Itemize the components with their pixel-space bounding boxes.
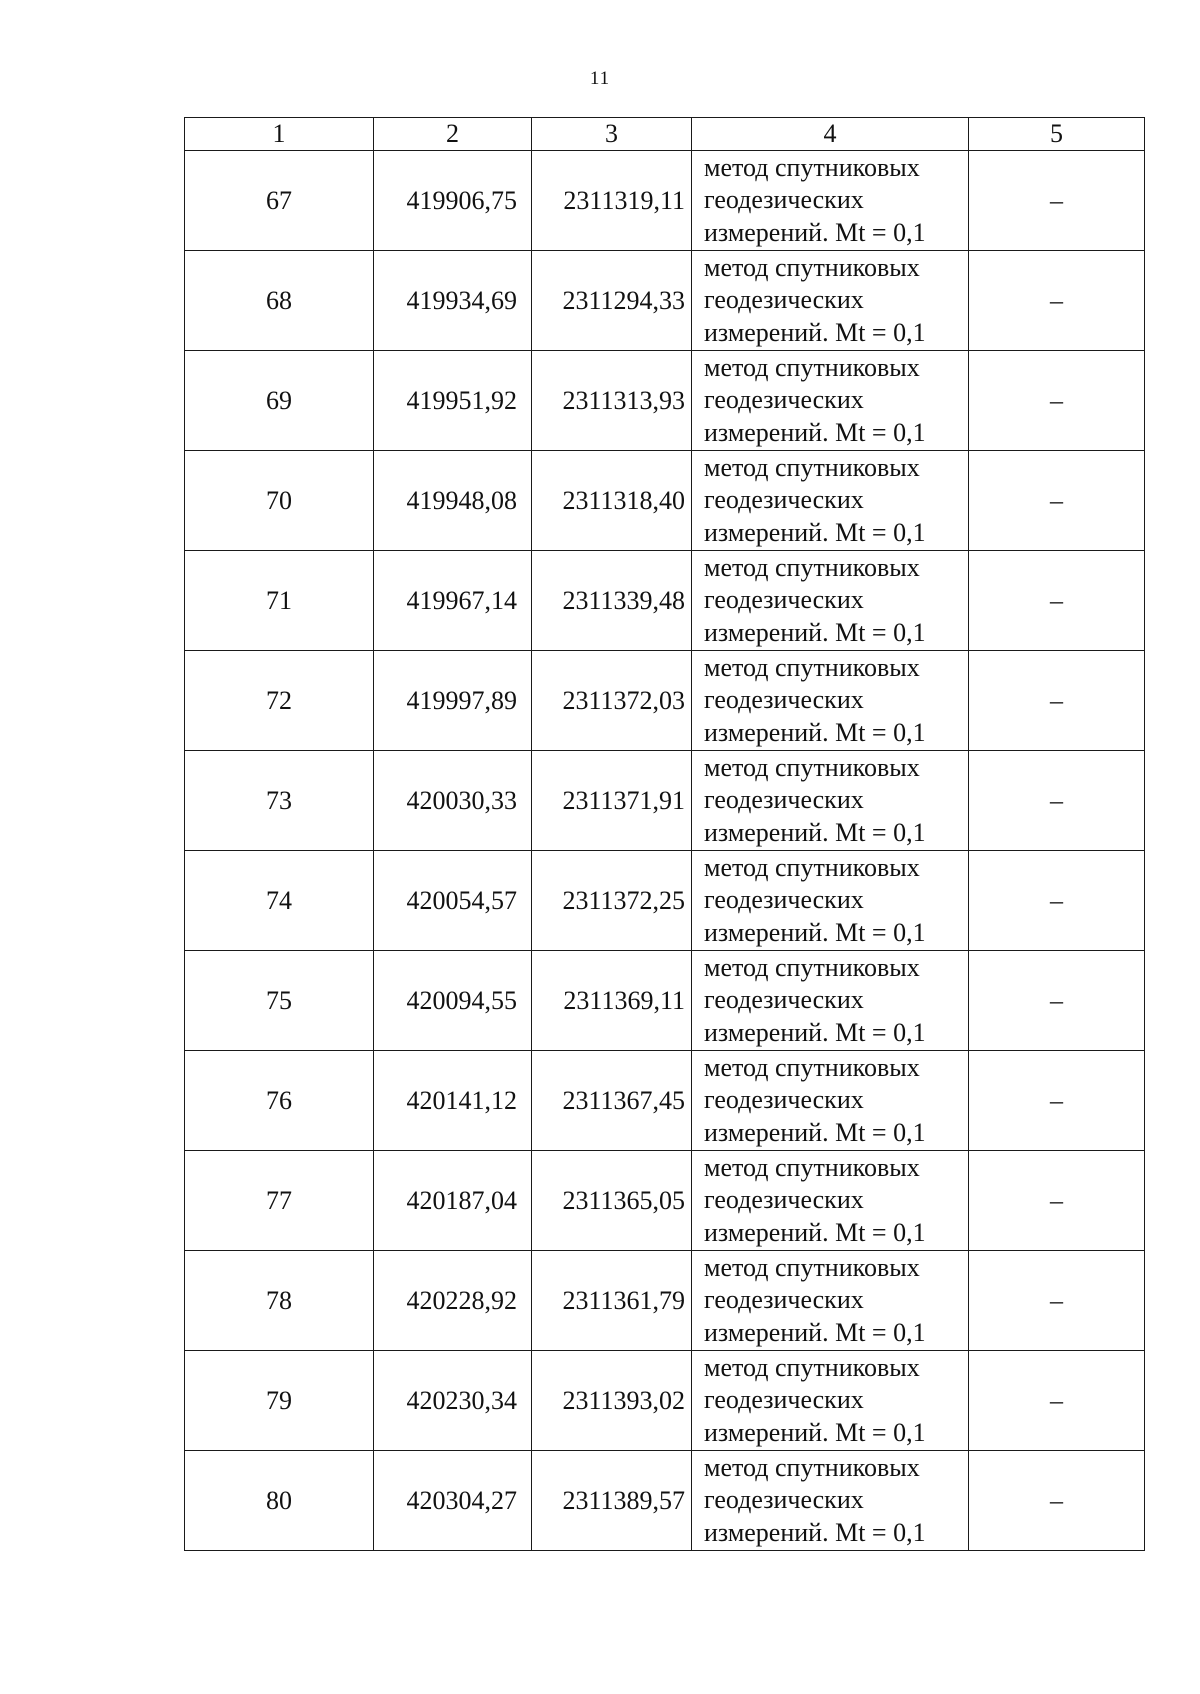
x-coordinate-cell: 419934,69 [374,251,532,351]
x-coordinate-cell: 420228,92 [374,1251,532,1351]
x-coordinate-cell: 419948,08 [374,451,532,551]
note-cell: – [969,1351,1145,1451]
method-line: измерений. Mt = 0,1 [704,1217,926,1247]
point-number-cell: 68 [185,251,374,351]
header-row [185,118,1145,151]
method-line: геодезических [704,1285,864,1315]
table-row [185,1251,1145,1351]
y-coordinate-cell: 2311372,25 [532,851,692,951]
method-line: метод спутниковых [704,152,920,182]
x-coordinate-cell: 419951,92 [374,351,532,451]
method-line: геодезических [704,1485,864,1515]
method-line: измерений. Mt = 0,1 [704,1317,926,1347]
method-cell [692,951,969,1051]
method-cell [692,751,969,851]
method-line: метод спутниковых [704,652,920,682]
x-coordinate-cell: 419997,89 [374,651,532,751]
method-line: измерений. Mt = 0,1 [704,1517,926,1547]
note-cell: – [969,1451,1145,1551]
y-coordinate-cell: 2311339,48 [532,551,692,651]
point-number-cell: 71 [185,551,374,651]
method-line: геодезических [704,285,864,315]
method-line: измерений. Mt = 0,1 [704,517,926,547]
note-cell: – [969,951,1145,1051]
method-line: метод спутниковых [704,252,920,282]
x-coordinate-cell: 420304,27 [374,1451,532,1551]
method-line: метод спутниковых [704,1052,920,1082]
header-col-4: 4 [692,118,969,151]
point-number-cell: 74 [185,851,374,951]
y-coordinate-cell: 2311313,93 [532,351,692,451]
point-number-cell: 80 [185,1451,374,1551]
method-line: геодезических [704,585,864,615]
method-line: геодезических [704,685,864,715]
method-cell [692,1251,969,1351]
method-line: метод спутниковых [704,452,920,482]
method-line: измерений. Mt = 0,1 [704,1117,926,1147]
table-row [185,451,1145,551]
method-line: метод спутниковых [704,852,920,882]
note-cell: – [969,551,1145,651]
method-line: метод спутниковых [704,1252,920,1282]
point-number-cell: 73 [185,751,374,851]
method-line: геодезических [704,385,864,415]
table-row [185,1051,1145,1151]
y-coordinate-cell: 2311369,11 [532,951,692,1051]
y-coordinate-cell: 2311371,91 [532,751,692,851]
note-cell: – [969,1251,1145,1351]
method-line: измерений. Mt = 0,1 [704,917,926,947]
point-number-cell: 69 [185,351,374,451]
table-row [185,151,1145,251]
note-cell: – [969,751,1145,851]
table-row [185,951,1145,1051]
note-cell: – [969,151,1145,251]
table-header [185,118,1145,151]
x-coordinate-cell: 419967,14 [374,551,532,651]
method-line: геодезических [704,885,864,915]
point-number-cell: 70 [185,451,374,551]
method-line: метод спутниковых [704,752,920,782]
method-cell [692,351,969,451]
y-coordinate-cell: 2311318,40 [532,451,692,551]
method-line: геодезических [704,485,864,515]
table-row [185,751,1145,851]
y-coordinate-cell: 2311365,05 [532,1151,692,1251]
method-line: геодезических [704,1085,864,1115]
point-number-cell: 72 [185,651,374,751]
y-coordinate-cell: 2311372,03 [532,651,692,751]
x-coordinate-cell: 420141,12 [374,1051,532,1151]
note-cell: – [969,851,1145,951]
x-coordinate-cell: 420230,34 [374,1351,532,1451]
method-line: измерений. Mt = 0,1 [704,417,926,447]
table-row [185,1151,1145,1251]
point-number-cell: 67 [185,151,374,251]
table-row [185,1451,1145,1551]
method-line: измерений. Mt = 0,1 [704,817,926,847]
x-coordinate-cell: 420094,55 [374,951,532,1051]
x-coordinate-cell: 419906,75 [374,151,532,251]
method-cell [692,1451,969,1551]
method-line: метод спутниковых [704,1352,920,1382]
method-line: геодезических [704,1185,864,1215]
coordinates-table [184,117,1145,1551]
method-line: геодезических [704,985,864,1015]
method-cell [692,451,969,551]
x-coordinate-cell: 420054,57 [374,851,532,951]
header-col-1: 1 [185,118,374,151]
point-number-cell: 78 [185,1251,374,1351]
method-cell [692,1051,969,1151]
point-number-cell: 76 [185,1051,374,1151]
method-cell [692,251,969,351]
method-cell [692,151,969,251]
method-line: метод спутниковых [704,552,920,582]
method-line: измерений. Mt = 0,1 [704,317,926,347]
table-row [185,551,1145,651]
method-line: измерений. Mt = 0,1 [704,1417,926,1447]
table-row [185,251,1145,351]
method-line: измерений. Mt = 0,1 [704,1017,926,1047]
point-number-cell: 79 [185,1351,374,1451]
method-cell [692,551,969,651]
table-row [185,651,1145,751]
note-cell: – [969,651,1145,751]
method-line: метод спутниковых [704,352,920,382]
table-row [185,851,1145,951]
method-line: метод спутниковых [704,1452,920,1482]
table-row [185,1351,1145,1451]
note-cell: – [969,451,1145,551]
table-row [185,351,1145,451]
y-coordinate-cell: 2311389,57 [532,1451,692,1551]
header-col-3: 3 [532,118,692,151]
method-line: геодезических [704,185,864,215]
y-coordinate-cell: 2311367,45 [532,1051,692,1151]
point-number-cell: 75 [185,951,374,1051]
y-coordinate-cell: 2311393,02 [532,1351,692,1451]
method-line: геодезических [704,785,864,815]
method-line: геодезических [704,1385,864,1415]
header-col-5: 5 [969,118,1145,151]
x-coordinate-cell: 420030,33 [374,751,532,851]
method-line: измерений. Mt = 0,1 [704,717,926,747]
method-cell [692,1351,969,1451]
y-coordinate-cell: 2311294,33 [532,251,692,351]
note-cell: – [969,1151,1145,1251]
note-cell: – [969,351,1145,451]
method-line: метод спутниковых [704,952,920,982]
method-line: измерений. Mt = 0,1 [704,217,926,247]
point-number-cell: 77 [185,1151,374,1251]
page-number: 11 [589,68,611,89]
method-cell [692,651,969,751]
method-cell [692,851,969,951]
method-cell [692,1151,969,1251]
table-body [185,151,1145,1551]
y-coordinate-cell: 2311319,11 [532,151,692,251]
note-cell: – [969,1051,1145,1151]
x-coordinate-cell: 420187,04 [374,1151,532,1251]
note-cell: – [969,251,1145,351]
method-line: метод спутниковых [704,1152,920,1182]
header-col-2: 2 [374,118,532,151]
method-line: измерений. Mt = 0,1 [704,617,926,647]
y-coordinate-cell: 2311361,79 [532,1251,692,1351]
